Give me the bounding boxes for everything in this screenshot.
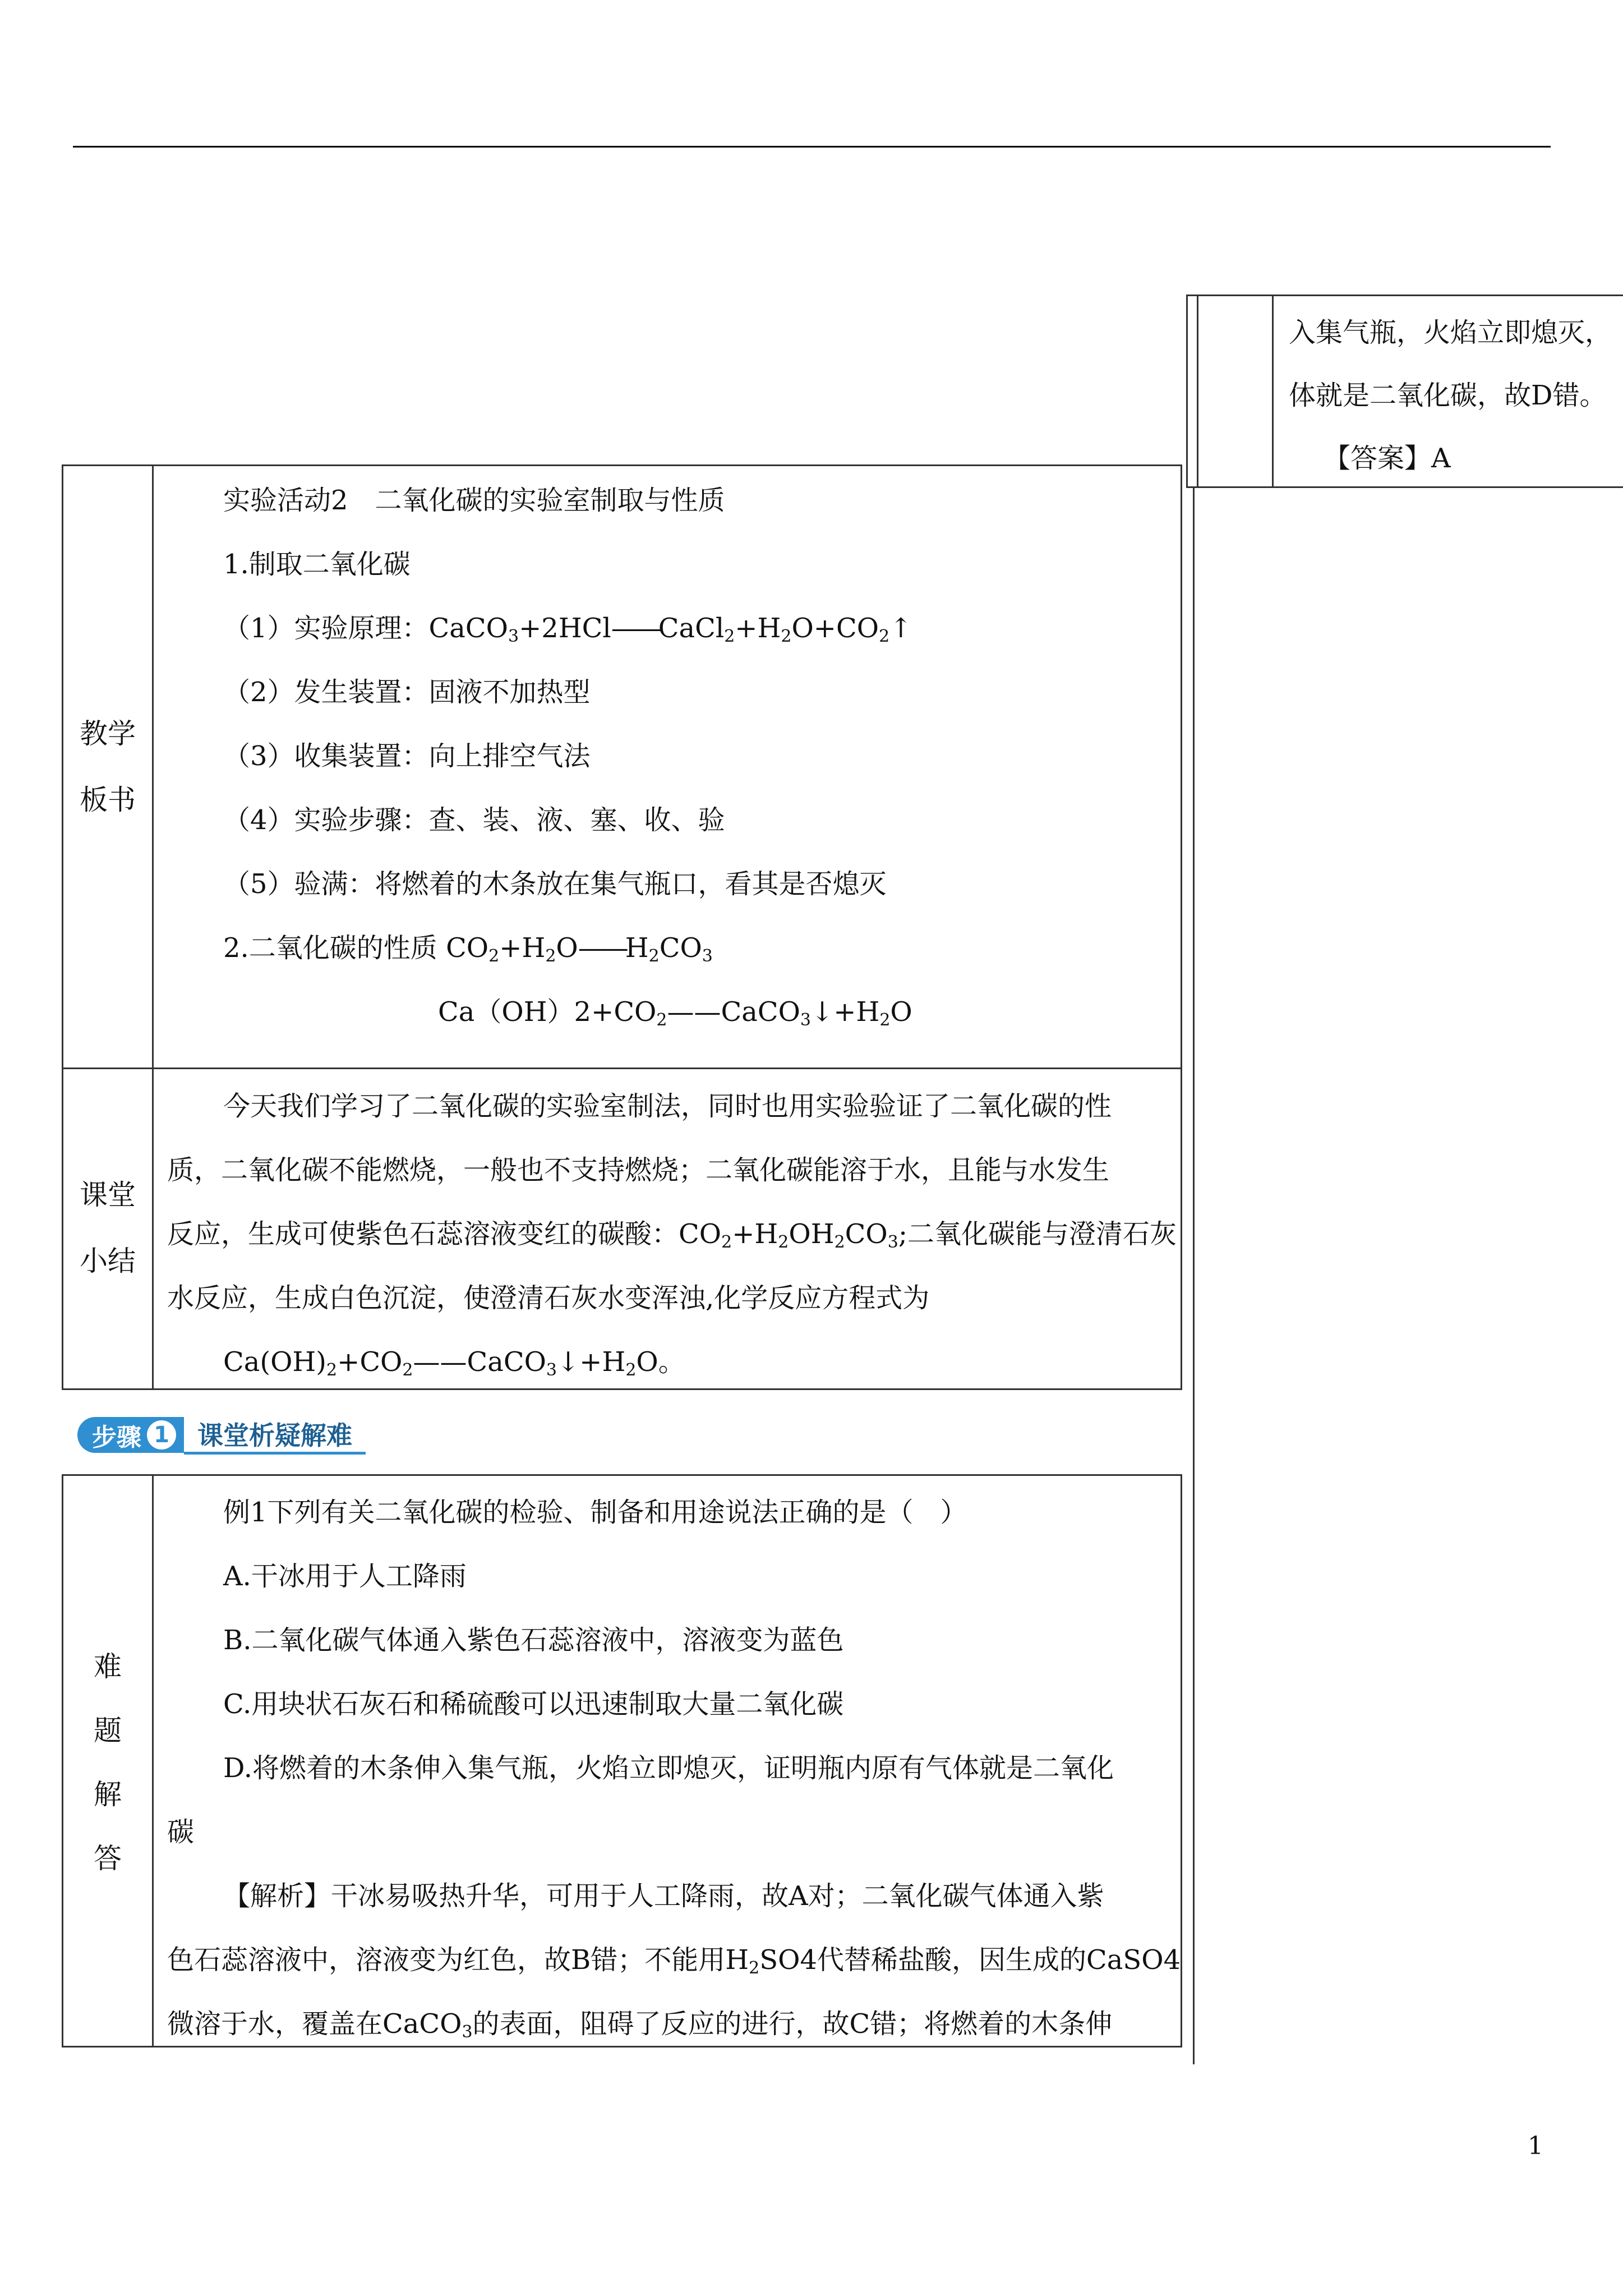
step-banner [77,1415,366,1455]
explanation-line-1: 【解析】干冰易吸热升华，可用于人工降雨，故A对；二氧化碳气体通入紫 [223,1880,1104,1912]
blackboard-label-line-2: 板书 [80,784,136,816]
blackboard-collection: （3）收集装置：向上排空气法 [223,740,591,772]
blackboard-steps: （4）实验步骤：查、装、液、塞、收、验 [223,804,725,836]
problem-table [62,1474,1182,2047]
step-number: 1 [147,1420,176,1450]
problem-label-char-1: 难 [94,1650,122,1683]
header-rule [73,146,1551,148]
summary-label-line-1: 课堂 [80,1179,136,1211]
blackboard-apparatus: （2）发生装置：固液不加热型 [223,677,591,708]
option-d-line-2: 碳 [167,1816,195,1848]
problem-label [63,1476,152,2049]
explanation-line-2: 色石蕊溶液中，溶液变为红色，故B错；不能用$H_2SO4$代替稀盐酸，因生成的CaSO4 [167,1944,1181,1978]
explanation-line-3: 微溶于水，覆盖在CaCO$_3$的表面，阻碍了反应的进行，故C错；将燃着的木条伸 [167,2008,1113,2042]
continuation-panel [1186,295,1623,488]
step-prefix: 步骤 [92,1423,141,1452]
summary-line-1: 今天我们学习了二氧化碳的实验室制法，同时也用实验验证了二氧化碳的性 [223,1091,1112,1122]
option-d-line-1: D.将燃着的木条伸入集气瓶，火焰立即熄灭，证明瓶内原有气体就是二氧化 [223,1752,1114,1784]
blackboard-label [63,466,152,1068]
summary-label-line-2: 小结 [80,1245,136,1277]
problem-label-char-2: 题 [94,1714,122,1747]
lesson-table [62,464,1182,1390]
step-pill [77,1417,184,1453]
blackboard-properties: 2.二氧化碳的性质 $CO_2+H_2O——H_2CO_3$ [223,932,713,966]
continuation-divider [1193,488,1195,2064]
summary-line-5: $Ca(OH)_2+CO_2——CaCO_3↓+H_2O$。 [223,1346,685,1380]
blackboard-check-full: （5）验满：将燃着的木条放在集气瓶口，看其是否熄灭 [223,868,887,900]
problem-label-char-4: 答 [94,1842,122,1875]
blackboard-limewater-equation: $Ca(OH)2+CO_2——CaCO_3↓+H_2O$ [438,996,912,1030]
option-c: C.用块状石灰石和稀硫酸可以迅速制取大量二氧化碳 [223,1688,844,1720]
problem-label-char-3: 解 [94,1778,122,1811]
summary-line-3: 反应，生成可使紫色石蕊溶液变红的碳酸：$CO_2+H_2OH_2CO_3$;二氧化碳能与澄清石灰 [167,1218,1177,1252]
summary-line-4: 水反应，生成白色沉淀，使澄清石灰水变浑浊,化学反应方程式为 [167,1282,930,1314]
blackboard-title: 实验活动2 二氧化碳的实验室制取与性质 [223,485,725,516]
page-number: 1 [1528,2132,1543,2160]
summary-line-2: 质，二氧化碳不能燃烧，一般也不支持燃烧；二氧化碳能溶于水，且能与水发生 [167,1154,1110,1186]
summary-label [63,1068,152,1388]
blackboard-principle: （1）实验原理：$CaCO_3+2HCl——CaCl_2+H_2O+CO_2↑$ [223,613,912,646]
continuation-line-2: 体就是二氧化碳，故D错。 [1289,380,1607,411]
blackboard-label-line-1: 教学 [80,717,136,750]
step-title: 课堂析疑解难 [184,1416,366,1455]
option-a: A.干冰用于人工降雨 [223,1561,467,1592]
continuation-answer: 【答案】A [1324,443,1451,474]
blackboard-section-1: 1.制取二氧化碳 [223,549,411,580]
continuation-line-1: 入集气瓶，火焰立即熄灭， [1289,317,1612,348]
problem-question: 例1下列有关二氧化碳的检验、制备和用途说法正确的是（ ） [223,1497,967,1528]
option-b: B.二氧化碳气体通入紫色石蕊溶液中，溶液变为蓝色 [223,1625,844,1656]
